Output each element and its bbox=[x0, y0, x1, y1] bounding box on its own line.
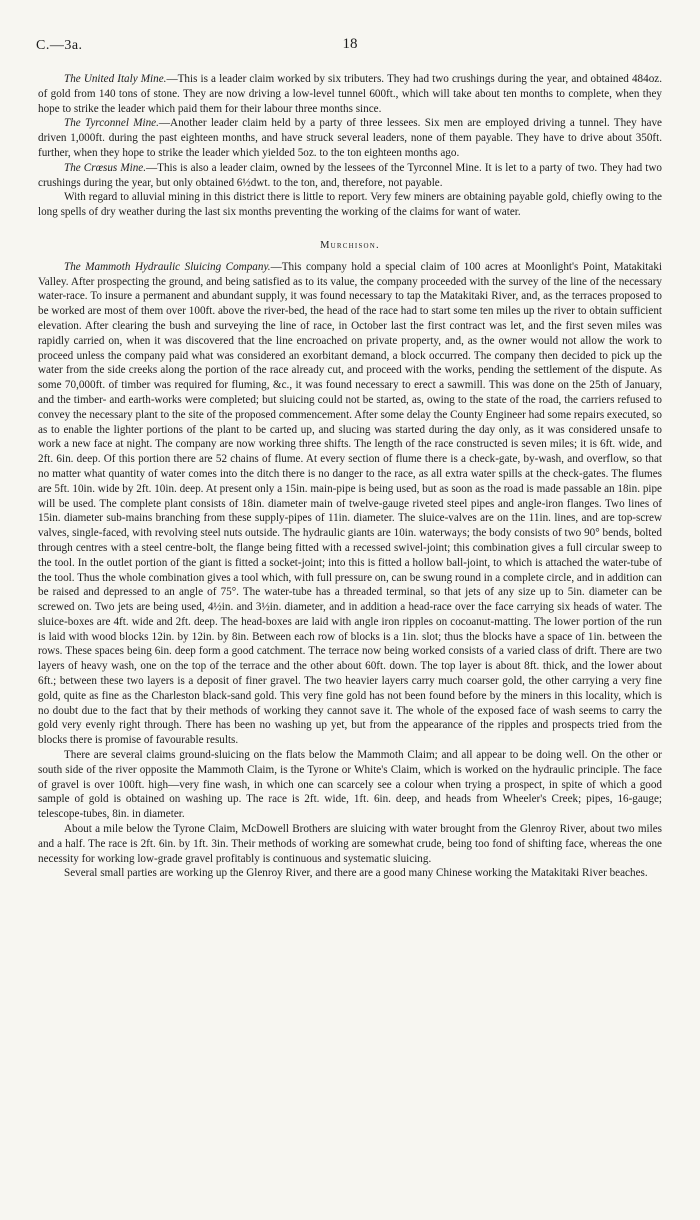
paragraph-mcdowell-brothers bbox=[38, 822, 662, 866]
paragraph-tyrconnel-mine bbox=[38, 116, 662, 160]
page-number: 18 bbox=[342, 36, 358, 52]
paragraph-croesus-mine bbox=[38, 161, 662, 191]
paragraph-text: —Another leader claim held by a party of three lessees. Six men are employed driving a tunnel. They have driven 1,000ft. during the past eighteen months, and have struck several leaders, none of them payable. They have to drive about 350ft. further, when they hope to strike the leader which yielded 5oz. to the ton eighteen months ago. bbox=[38, 117, 662, 159]
page-header bbox=[36, 38, 664, 58]
paragraph-mammoth-company bbox=[38, 260, 662, 748]
paragraph-lead: The United Italy Mine. bbox=[64, 73, 167, 85]
paragraph-united-italy-mine bbox=[38, 72, 662, 116]
paragraph-text: There are several claims ground-sluicing on the flats below the Mammoth Claim; and all appear to be doing well. On the other or south side of the river opposite the Mammoth Claim, is the Tyrone or White's Claim, which is worked on the hydraulic principle. The face of gravel is over 100ft. high—very fine wash, in which one can scarcely see a colour when trying a prospect, in spite of which a good sample of gold is obtained on washing up. The race is 2ft. wide, 1ft. 6in. deep, and heads from Wheeler's Creek; pipes, 16-gauge; telescope-tubes, 8in. in diameter. bbox=[38, 749, 662, 821]
paragraph-lead: The Tyrconnel Mine. bbox=[64, 117, 159, 130]
paragraph-text: About a mile below the Tyrone Claim, McDowell Brothers are sluicing with water brought from the Glenroy River, about two miles and a half. The race is 2ft. 6in. by 1ft. 3in. Their methods of working are somewhat crude, being too fond of shifting face, whereas the one necessity for working low-grade gravel profitably is continuous and systematic sluicing. bbox=[38, 823, 662, 865]
paragraph-alluvial-mining bbox=[38, 190, 662, 220]
section-spacer bbox=[38, 220, 662, 231]
paragraph-lead: The Mammoth Hydraulic Sluicing Company. bbox=[64, 260, 271, 273]
document-reference: C.—3a. bbox=[36, 38, 83, 53]
paragraph-text: With regard to alluvial mining in this district there is little to report. Very few miners are obtaining payable gold, chiefly owing to the long spells of dry weather during the last six months preventing the working of the claims for want of water. bbox=[38, 191, 662, 219]
paragraph-text: —This is a leader claim worked by six tributers. They had two crushings during the year, and obtained 484oz. of gold from 140 tons of stone. They are now driving a low-level tunnel 600ft., which will take about ten months to complete, when they hope to strike the leader which paid them for their labour three months since. bbox=[38, 73, 662, 115]
paragraph-ground-sluicing bbox=[38, 748, 662, 822]
paragraph-lead: The Crœsus Mine. bbox=[64, 161, 147, 174]
paragraph-text: —This company hold a special claim of 100 acres at Moonlight's Point, Matakitaki Valley. After prospecting the ground, and being satisfied as to its value, the company proceeded with the survey of the line of the necessary water-race. To insure a permanent and abundant supply, it was found necessary to tap the Matakitaki River, and, as the terraces proposed to be worked are most of them over 100ft. above the river-bed, the head of the race had to start some ten miles up the river to obtain sufficient elevation. After clearing the bush and surveying the line of race, in October last the first contract was let, and the first seven miles was rapidly carried on, when it was discovered that the line encroached on private property, and, as the owner would not allow the work to proceed unless the company paid what was considered an exorbitant demand, a block occurred. The company then decided to pick up the water from the side creeks along the portion of the race already cut, and proceed with the works, pending the settlement of the dispute. As some 70,000ft. of timber was required for fluming, &c., it was found necessary to erect a sawmill. This was done on the 25th of January, and the timber- and earth-works were completed; but sluicing could not be started, as, owing to the state of the road, the carriers refused to convey the necessary plant to the site of the proposed commencement. After some delay the County Engineer had some repairs executed, so as to enable the lighter portions of the plant to be carted up, and slucing was started during the day only, as it was considered unsafe to work a new face at night. The company are now working three shifts. The length of the race constructed is seven miles; it is 6ft. wide, and 2ft. 6in. deep. Of this portion there are 52 chains of flume. At every section of flume there is a check-gate, by-wash, and overflow, so that no matter what quantity of water comes into the ditch there is no danger to the race, as all extra water spills at the check-gates. The flumes are 5ft. 10in. wide by 2ft. 10in. deep. At present only a 15in. main-pipe is being used, but as soon as the road is made passable an 18in. pipe will be used. The complete plant consists of 18in. diameter main of twelve-gauge riveted steel pipes and angle-iron flanges. Two lines of 15in. diameter sub-mains branching from these supply-pipes of 11in. diameter. The sluice-valves are on the 11in. lines, and are top-screw valves, single-faced, with revolving steel nuts outside. The hydraulic giants are 10in. waterways; the body consists of two 90° bends, bolted through centres with a steel centre-bolt, the flange being fitted with a recessed swivel-joint; this combination gives a full circular sweep to the tool. In the outlet portion of the giant is fitted a socket-joint; into this is fitted a hollow ball-joint, to which is attached the water-tube of the tool. Thus the whole combination gives a tool which, with full pressure on, can be swung round in a complete circle, and in addition can be raised and depressed to an angle of 75°. The water-tube has a threaded terminal, so that jets of any size up to 5in. diameter can be screwed on. Two jets are being used, 4½in. and 3½in. diameter, and in addition a head-race over the face carrying six heads of water. The sluice-boxes are 4ft. wide and 2ft. deep. The head-boxes are laid with angle iron ripples on cocoanut-matting. The lower portion of the run is laid with wood blocks 12in. by 12in. by 8in. Between each row of blocks is a 1in. slot; thus the blocks have a space of 1in. between the rows. These spaces being 6in. deep form a good catchment. The terrace now being worked consists of a varied class of drift. There are two layers of heavy wash, one on the top of the terrace and the other about 60ft. down. The top layer is about 8ft. thick, and the lower about 6ft.; between these two layers is a deposit of finer gravel. The two heavier layers carry much coarser gold, the other carrying a very fine gold, quite as fine as the Charleston black-sand gold. This very fine gold has not been found before by the miners in this locality, which is no doubt due to the fact that by their methods of working they cannot save it. The whole of the exposed face of wash seems to carry the gold very evenly right through. There has been no washing up yet, but from the appearance of the ripples and prospects tried from the blocks there is promise of favourable results. bbox=[38, 260, 662, 747]
paragraph-text: Several small parties are working up the Glenroy River, and there are a good many Chinese working the Matakitaki River beaches. bbox=[64, 867, 648, 880]
paragraph-glenroy-parties bbox=[38, 866, 662, 881]
paragraph-text: —This is also a leader claim, owned by the lessees of the Tyrconnel Mine. It is let to a party of two. They had two crushings during the year, but only obtained 6½dwt. to the ton, and, therefore, not payable. bbox=[38, 161, 662, 189]
document-body bbox=[38, 72, 662, 881]
section-heading-murchison: Murchison. bbox=[320, 239, 380, 251]
